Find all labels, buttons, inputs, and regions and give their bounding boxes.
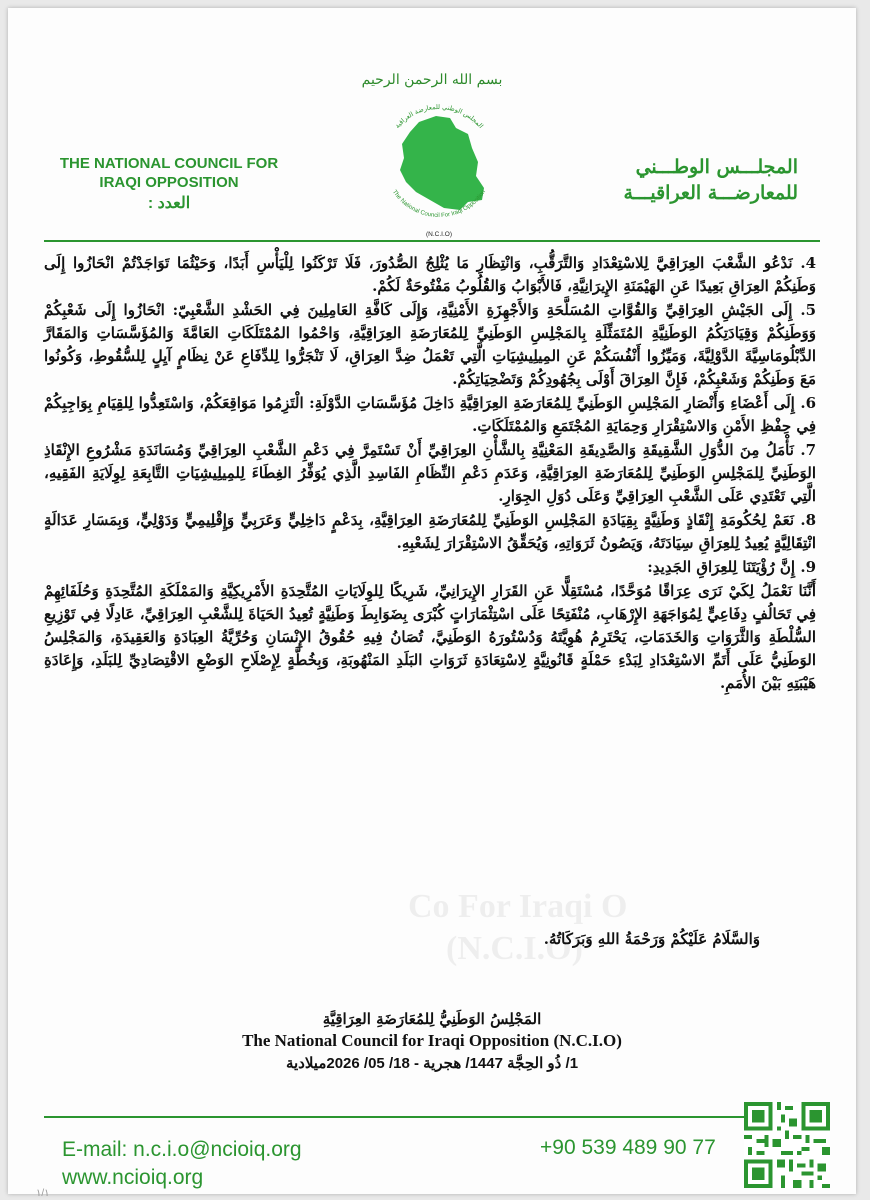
arabic-title-line2: للمعارضـــة العراقيـــة [623, 182, 798, 204]
arabic-title-line1: المجلـــس الوطـــني [635, 156, 798, 178]
footer-contact [62, 1136, 302, 1192]
letter-page [8, 8, 856, 1199]
watermark-abbreviation: (N.C.I.O) [446, 930, 583, 967]
iraq-map-icon [400, 116, 484, 210]
paragraph-5: 5. إِلَى الجَيْشِ العِرَاقِيِّ وَالقُوَّاتِ المُسَلَّحَةِ وَالأَجْهِزَةِ الأَمْنِيَّةِ، وَإِلَى كَافَّةِ العَامِلِينَ فِي الحَشْدِ الشَّعْبِيّ: انْحَازُوا إِلَى شَعْبِكُمْ وَوَطَنِكُمْ وَقِيَادَتِكُمُ الوَطَنِيَّةِ المُتَمَثِّلَةِ بِالمَجْلِسِ الوَطَنِيِّ لِلمُعَارَضَةِ العِرَاقِيَّةِ، وَاحْمُوا المُمْتَلَكَاتِ العَامَّةَ وَالمُؤَسَّسَاتِ وَالمَقَارَّ الدِّبْلُومَاسِيَّةَ الدَّوْلِيَّةَ، وَمَيِّزُوا أَنْفُسَكُمْ عَنِ المِيلِيشِيَاتِ الَّتِي تَعْمَلُ ضِدَّ العِرَاقِ، لَا تَنْجَرُّوا لِلدِّفَاعِ عَنْ نِظَامٍ آيِلٍ لِلسُّقُوطِ، وَكُونُوا مَعَ وَطَنِكُمْ وَشَعْبِكُمْ، فَإِنَّ العِرَاقَ أَوْلَى بِجُهُودِكُمْ وَتَضْحِيَاتِكُمْ. [44, 301, 816, 388]
logo-english-text: The National Council For Iraqi Opposition [390, 189, 488, 219]
header-divider [44, 240, 820, 242]
letter-body [44, 252, 816, 696]
signature-arabic-name: المَجْلِسُ الوَطَنِيُّ لِلمُعَارَضَةِ العِرَاقِيَّةِ [322, 1010, 542, 1028]
header-english-title [44, 154, 294, 213]
footer-website[interactable]: www.ncioiq.org [62, 1166, 204, 1189]
footer-divider [44, 1116, 820, 1118]
paragraph-9-heading: 9. إِنَّ رُؤْيَتَنَا لِلعِرَاقِ الجَدِيدِ: [647, 558, 816, 576]
footer-phone: +90 539 489 90 77 [540, 1136, 716, 1159]
iraq-map-logo [364, 92, 514, 242]
english-title-line1: THE NATIONAL COUNCIL FOR [59, 155, 279, 172]
signature-english-name: The National Council for Iraqi Opposition (N.C.I.O) [242, 1031, 622, 1050]
logo-arabic-text: المجلس الوطني للمعارضة العراقية [393, 102, 485, 130]
page-number: ١/١ [36, 1188, 50, 1199]
paragraph-6: 6. إِلَى أَعْضَاءِ وَأَنْصَارِ المَجْلِسِ الوَطَنِيِّ لِلمُعَارَضَةِ العِرَاقِيَّةِ دَاخِلَ مُؤَسَّسَاتِ الدَّوْلَةِ: الْتَزِمُوا مَوَاقِعَكُمْ، وَاسْتَعِدُّوا لِلقِيَامِ بِوَاجِبِكُمْ فِي حِفْظِ الأَمْنِ وَالاسْتِقْرَارِ وَحِمَايَةِ المُجْتَمَعِ وَالمُمْتَلَكَاتِ. [44, 394, 816, 435]
qr-code-icon[interactable] [744, 1102, 830, 1188]
watermark-text: Co For Iraqi O [408, 888, 628, 925]
signature-date: 1/ ذُو الحِجَّة 1447/ هجرية - 18/ 05/ 2026ميلادية [285, 1055, 579, 1072]
paragraph-8: 8. نَعَمْ لِحُكُومَةِ إِنْقَاذٍ وَطَنِيَّةٍ بِقِيَادَةِ المَجْلِسِ الوَطَنِيِّ لِلمُعَارَضَةِ العِرَاقِيَّةِ، بِدَعْمٍ دَاخِلِيٍّ وَعَرَبِيٍّ وَإِقْلِيمِيٍّ وَدَوْلِيٍّ، وَبِمَسَارِ عَدَالَةٍ انْتِقَالِيَّةٍ يُعِيدُ لِلعِرَاقِ سِيَادَتَهُ، وَيَصُونُ ثَرَوَاتِهِ، وَيُحَقِّقُ الاسْتِقْرَارَ لِشَعْبِهِ. [44, 511, 816, 552]
number-label: العدد : [147, 195, 191, 212]
paragraph-9-body: أَنَّنَا نَعْمَلُ لِكَيْ نَرَى عِرَاقًا مُوَحَّدًا، مُسْتَقِلًّا عَنِ القَرَارِ الإِيرَانِيِّ، شَرِيكًا لِلوِلَايَاتِ المُتَّحِدَةِ الأَمْرِيكِيَّةِ وَالمَمْلَكَةِ المُتَّحِدَةِ وَحُلَفَائِهِمْ فِي تَحَالُفٍ دِفَاعِيٍّ لِمُوَاجَهَةِ الإِرْهَابِ، مُنْفَتِحًا عَلَى اسْتِثْمَارَاتٍ كُبْرَى بِضَوَابِطَ وَطَنِيَّةٍ تُعِيدُ الحَيَاةَ لِلشَّعْبِ العِرَاقِيِّ، عَادِلًا فِي تَوْزِيعِ السُّلْطَةِ وَالثَّرَوَاتِ وَالخَدَمَاتِ، يَحْتَرِمُ هُوِيَّتَهُ وَدُسْتُورَهُ الوَطَنِيَّ، تُصَانُ فِيهِ حُقُوقُ الإِنْسَانِ وَحُرِّيَّةُ العِبَادَةِ وَالعَقِيدَةِ، وَالمَجْلِسُ الوَطَنِيُّ عَلَى أَتَمِّ الاسْتِعْدَادِ لِبَدْءِ حَمْلَةٍ قَانُونِيَّةٍ لِاسْتِعَادَةِ ثَرَوَاتِ البَلَدِ المَنْهُوبَةِ، وَبِخُطَّةٍ لِإِصْلَاحِ الوَضْعِ الاقْتِصَادِيِّ لِلبَلَدِ، وَإِعَادَةِ هَيْبَتِهِ بَيْنَ الأُمَمِ. [44, 582, 817, 692]
signature-block [8, 1008, 856, 1076]
english-title-line2: IRAQI OPPOSITION [99, 174, 239, 191]
paragraph-4: 4. نَدْعُو الشَّعْبَ العِرَاقِيَّ لِلاسْتِعْدَادِ وَالتَّرَقُّبِ، وَانْتِظَارِ مَا يُثْلِجُ الصُّدُورَ، فَلَا تَرْكَنُوا لِلْيَأْسِ أَبَدًا، وَحَيْثُمَا تَوَاجَدْتُمْ انْحَازُوا إِلَى وَطَنِكُمْ العِرَاقِ بَعِيدًا عَنِ الهَيْمَنَةِ الإِيرَانِيَّةِ، فَالأَبْوَابُ وَالقُلُوبُ مَفْتُوحَةٌ لَكُمْ. [44, 254, 816, 295]
paragraph-7: 7. نَأْمَلُ مِنَ الدُّوَلِ الشَّقِيقَةِ وَالصَّدِيقَةِ المَعْنِيَّةِ بِالشَّأْنِ العِرَاقِيِّ أَنْ تَسْتَمِرَّ فِي دَعْمِ الشَّعْبِ العِرَاقِيِّ وَمُسَانَدَةِ مَشْرُوعِ الإِنْقَاذِ الوَطَنِيِّ لِلمَجْلِسِ الوَطَنِيِّ لِلمُعَارَضَةِ العِرَاقِيَّةِ، وَعَدَمِ دَعْمِ النِّظَامِ الفَاسِدِ الَّذِي يُوَفِّرُ الغِطَاءَ لِلمِيلِيشِيَاتِ التَّابِعَةِ لِوِلَايَةِ الفَقِيهِ، الَّتِي تَعْتَدِي عَلَى الشَّعْبِ العِرَاقِيِّ وَعَلَى دُوَلِ الجِوَارِ. [44, 441, 816, 505]
basmala: بسم الله الرحمن الرحيم [361, 72, 503, 88]
header-arabic-title [608, 154, 798, 206]
logo-abbreviation: (N.C.I.O) [426, 231, 452, 238]
footer-email[interactable]: E-mail: n.c.i.o@ncioiq.org [62, 1138, 302, 1161]
closing-greeting: وَالسَّلَامُ عَلَيْكُمْ وَرَحْمَةُ اللهِ وَبَرَكَاتُهُ. [543, 930, 760, 948]
